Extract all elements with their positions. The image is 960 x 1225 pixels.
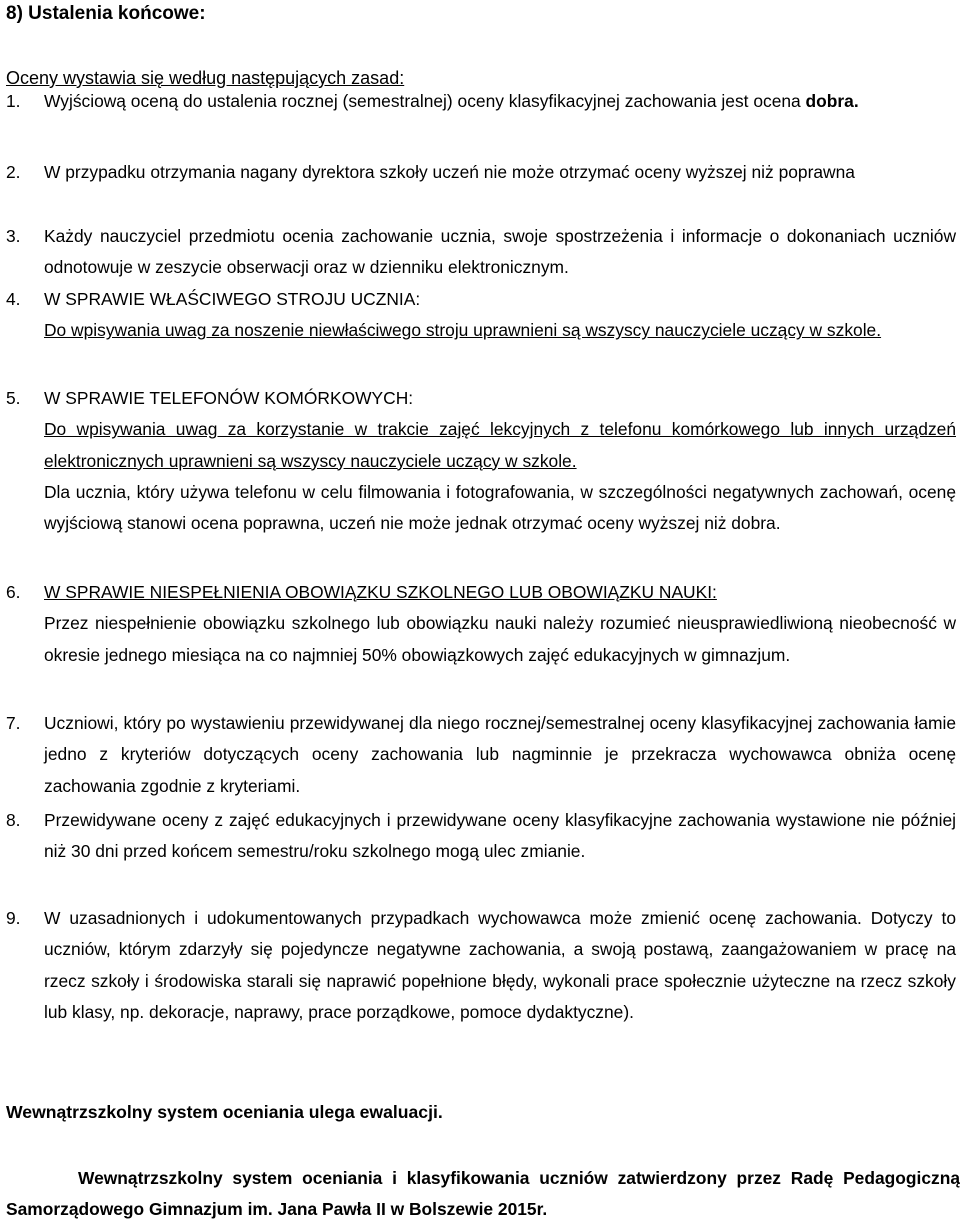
item-number: 3. (6, 226, 21, 246)
item-number: 6. (6, 582, 21, 602)
item-text: Wyjściową oceną do ustalenia rocznej (semestralnej) oceny klasyfikacyjnej zachowania jest ocena (44, 91, 806, 111)
list-item-7 (6, 708, 956, 802)
item-title: W SPRAWIE WŁAŚCIWEGO STROJU UCZNIA: (44, 289, 421, 309)
item-number: 7. (6, 713, 21, 733)
item-text-2: Dla ucznia, który używa telefonu w celu filmowania i fotografowania, w szczególności negatywnych zachowań, ocenę wyjściową stanowi ocena poprawna, uczeń nie może jednak otrzymać oceny wyższej niż dobra. (44, 481, 956, 534)
item-text: W przypadku otrzymania nagany dyrektora szkoły uczeń nie może otrzymać oceny wyższej niż poprawna (44, 162, 855, 182)
list-item-9 (6, 903, 956, 1028)
item-number: 1. (6, 91, 21, 111)
list-item-2 (6, 157, 956, 188)
item-text: W uzasadnionych i udokumentowanych przypadkach wychowawca może zmienić ocenę zachowania. Dotyczy to uczniów, którym zdarzyły się pojedyncze negatywne zachowania, a swoją postawą, zaangażowaniem w pracę na rzecz szkoły i środowiska starali się naprawić popełnione błędy, wykonali prace społecznie użyteczne na rzecz szkoły lub klasy, np. dekoracje, naprawy, prace porządkowe, pomoce dydaktyczne). (44, 908, 956, 1022)
list-item-6 (6, 577, 956, 671)
item-number: 2. (6, 162, 21, 182)
approval-statement: Wewnątrzszkolny system oceniania i klasyfikowania uczniów zatwierdzony przez Radę Pedagogiczną Samorządowego Gimnazjum im. Jana Pawła II w Bolszewie 2015r. (6, 1168, 960, 1219)
item-text: Przewidywane oceny z zajęć edukacyjnych i przewidywane oceny klasyfikacyjne zachowania wystawione nie później niż 30 dni przed końcem semestru/roku szkolnego mogą ulec zmianie. (44, 810, 956, 862)
item-text: Uczniowi, który po wystawieniu przewidywanej dla niego rocznej/semestralnej oceny klasyfikacyjnej zachowania łamie jedno z kryteriów dotyczących oceny zachowania lub nagminnie je przekracza wychowawca obniża ocenę zachowania zgodnie z kryteriami. (44, 713, 956, 796)
item-text: Do wpisywania uwag za noszenie niewłaściwego stroju uprawnieni są wszyscy nauczyciele uczący w szkole. (44, 320, 882, 341)
item-number: 5. (6, 388, 21, 408)
item-title: W SPRAWIE TELEFONÓW KOMÓRKOWYCH: (44, 388, 414, 408)
item-number: 8. (6, 810, 21, 830)
list-item-4 (6, 284, 956, 347)
item-number: 4. (6, 289, 21, 309)
list-item-1 (6, 86, 956, 117)
item-bold-text: dobra. (805, 91, 859, 111)
item-text: Każdy nauczyciel przedmiotu ocenia zachowanie ucznia, swoje spostrzeżenia i informacje o dokonaniach uczniów odnotowuje w zeszycie obserwacji oraz w dzienniku elektronicznym. (44, 226, 956, 278)
closing-statement: Wewnątrzszkolny system oceniania ulega ewaluacji. (6, 1102, 443, 1122)
section-intro: Oceny wystawia się według następujących zasad: (6, 68, 405, 88)
list-item-3 (6, 221, 956, 284)
item-text: Do wpisywania uwag za korzystanie w trakcie zajęć lekcyjnych z telefonu komórkowego lub innych urządzeń elektronicznych uprawnieni są wszyscy nauczyciele uczący w szkole. (44, 419, 956, 471)
list-item-5 (6, 383, 956, 539)
item-number: 9. (6, 908, 21, 928)
item-text: Przez niespełnienie obowiązku szkolnego lub obowiązku nauki należy rozumieć nieusprawiedliwioną nieobecność w okresie jednego miesiąca na co najmniej 50% obowiązkowych zajęć edukacyjnych w gimnazjum. (44, 613, 956, 665)
list-item-8 (6, 805, 956, 868)
section-heading: 8) Ustalenia końcowe: (6, 3, 206, 24)
item-title: W SPRAWIE NIESPEŁNIENIA OBOWIĄZKU SZKOLNEGO LUB OBOWIĄZKU NAUKI: (44, 582, 717, 602)
